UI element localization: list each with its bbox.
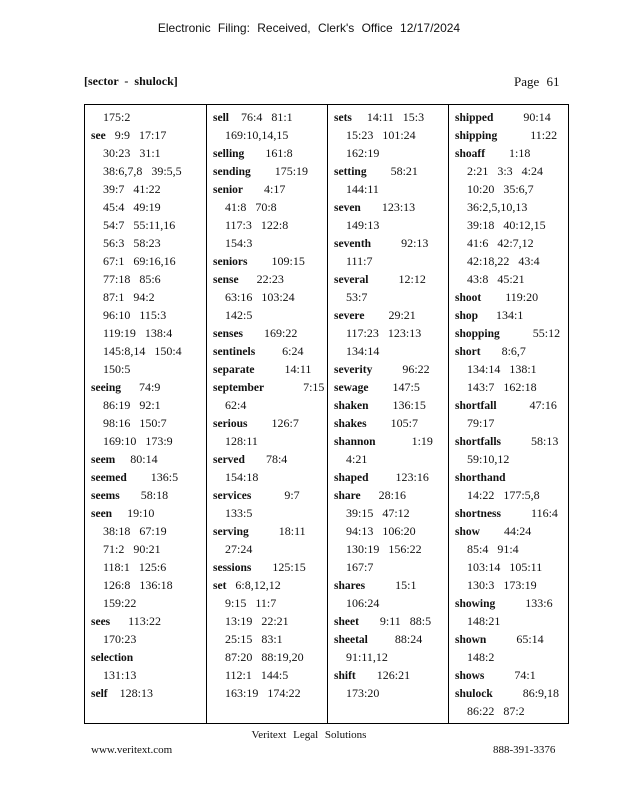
index-term: september xyxy=(213,382,265,394)
index-refs-continued: 148:21 xyxy=(467,614,501,628)
index-refs-continued: 56:3 58:23 xyxy=(103,236,161,250)
index-entry xyxy=(207,108,327,126)
index-refs: 147:5 xyxy=(368,380,420,394)
index-refs-continued: 87:1 94:2 xyxy=(103,290,155,304)
index-refs: 65:14 xyxy=(486,632,544,646)
index-refs: 1:18 xyxy=(485,146,531,160)
index-refs-continued: 94:13 106:20 xyxy=(346,524,416,538)
index-refs-continued: 154:18 xyxy=(225,470,259,484)
index-refs-continued: 148:2 xyxy=(467,650,495,664)
index-term: shift xyxy=(334,670,356,682)
index-term: sheetal xyxy=(334,634,368,646)
index-term: sentinels xyxy=(213,346,256,358)
index-entry xyxy=(328,576,448,594)
index-refs: 136:5 xyxy=(126,470,179,484)
index-refs-continued: 170:23 xyxy=(103,632,137,646)
index-refs-continued: 163:19 174:22 xyxy=(225,686,301,700)
index-refs-continued: 117:3 122:8 xyxy=(225,218,289,232)
index-refs: 119:20 xyxy=(481,290,539,304)
index-refs-continued: 86:22 87:2 xyxy=(467,704,525,718)
index-refs-continued: 67:1 69:16,16 xyxy=(103,254,176,268)
index-refs: 80:14 xyxy=(115,452,158,466)
index-term: separate xyxy=(213,364,255,376)
index-term: seeing xyxy=(91,382,122,394)
index-term: shop xyxy=(455,310,479,322)
index-term: shoaff xyxy=(455,148,486,160)
index-refs-continued: 142:5 xyxy=(225,308,253,322)
filing-stamp: Electronic Filing: Received, Clerk's Office 12/17/2024 xyxy=(157,21,461,35)
index-entry xyxy=(85,486,206,504)
index-refs-continued: 154:3 xyxy=(225,236,253,250)
index-refs: 47:16 xyxy=(496,398,557,412)
index-entry xyxy=(449,684,568,702)
index-refs-continued: 106:24 xyxy=(346,596,380,610)
index-refs: 105:7 xyxy=(366,416,418,430)
index-entry xyxy=(328,612,448,630)
index-column-2 xyxy=(206,105,327,723)
index-term: sheet xyxy=(334,616,359,628)
index-term: see xyxy=(91,130,106,142)
index-entry xyxy=(207,324,327,342)
index-refs: 29:21 xyxy=(364,308,416,322)
index-term: shortfalls xyxy=(455,436,501,448)
index-refs: 134:1 xyxy=(478,308,524,322)
index-refs-continued: 169:10 173:9 xyxy=(103,434,173,448)
index-term: shipping xyxy=(455,130,498,142)
index-entry xyxy=(449,288,568,306)
index-term: shows xyxy=(455,670,485,682)
index-refs-continued: 87:20 88:19,20 xyxy=(225,650,304,664)
index-refs-continued: 149:13 xyxy=(346,218,380,232)
index-refs: 6:24 xyxy=(255,344,304,358)
index-refs-continued: 126:8 136:18 xyxy=(103,578,173,592)
index-refs-continued: 77:18 85:6 xyxy=(103,272,161,286)
index-refs: 125:15 xyxy=(251,560,306,574)
index-entry xyxy=(207,378,327,396)
index-term: sessions xyxy=(213,562,252,574)
index-refs-continued: 133:5 xyxy=(225,506,253,520)
index-term: seventh xyxy=(334,238,372,250)
index-refs-continued: 38:6,7,8 39:5,5 xyxy=(103,164,182,178)
index-entry xyxy=(85,504,206,522)
index-term: senses xyxy=(213,328,244,340)
index-entry xyxy=(449,666,568,684)
index-refs-continued: 130:19 156:22 xyxy=(346,542,422,556)
index-term: serving xyxy=(213,526,249,538)
index-refs: 18:11 xyxy=(248,524,306,538)
index-entry xyxy=(85,648,206,666)
index-refs-continued: 59:10,12 xyxy=(467,452,510,466)
index-term: selling xyxy=(213,148,245,160)
index-refs-continued: 42:18,22 43:4 xyxy=(467,254,540,268)
index-refs: 7:15 xyxy=(264,380,325,394)
index-term: sewage xyxy=(334,382,369,394)
index-refs-continued: 15:23 101:24 xyxy=(346,128,416,142)
index-refs-continued: 134:14 xyxy=(346,344,380,358)
index-entry xyxy=(207,180,327,198)
index-refs: 116:4 xyxy=(501,506,558,520)
index-term: severity xyxy=(334,364,373,376)
index-column-1 xyxy=(85,105,206,723)
index-term: several xyxy=(334,274,369,286)
index-refs-continued: 71:2 90:21 xyxy=(103,542,161,556)
index-refs: 55:12 xyxy=(499,326,561,340)
index-refs-continued: 13:19 22:21 xyxy=(225,614,289,628)
index-term: seemed xyxy=(91,472,127,484)
index-refs-continued: 134:14 138:1 xyxy=(467,362,537,376)
index-entry xyxy=(328,486,448,504)
index-refs: 92:13 xyxy=(371,236,429,250)
index-refs: 44:24 xyxy=(479,524,532,538)
index-refs-continued: 27:24 xyxy=(225,542,253,556)
index-entry xyxy=(85,684,206,702)
index-entry xyxy=(85,450,206,468)
index-term: seniors xyxy=(213,256,248,268)
index-refs-continued: 2:21 3:3 4:24 xyxy=(467,164,544,178)
index-entry xyxy=(449,144,568,162)
index-refs-continued: 39:15 47:12 xyxy=(346,506,410,520)
index-refs: 9:11 88:5 xyxy=(358,614,432,628)
footer-company: Veritext Legal Solutions xyxy=(251,729,367,741)
index-refs: 4:17 xyxy=(243,182,286,196)
index-refs-continued: 25:15 83:1 xyxy=(225,632,283,646)
index-refs: 169:22 xyxy=(243,326,298,340)
index-refs: 58:13 xyxy=(501,434,559,448)
index-refs: 58:18 xyxy=(119,488,169,502)
index-entry xyxy=(207,576,327,594)
index-refs-continued: 144:11 xyxy=(346,182,379,196)
index-refs-continued: 167:7 xyxy=(346,560,374,574)
index-refs-continued: 53:7 xyxy=(346,290,368,304)
index-refs: 19:10 xyxy=(112,506,155,520)
index-refs-continued: 85:4 91:4 xyxy=(467,542,519,556)
index-term: seven xyxy=(334,202,361,214)
index-refs: 58:21 xyxy=(366,164,418,178)
index-entry xyxy=(328,198,448,216)
index-entry xyxy=(328,414,448,432)
index-term: sell xyxy=(213,112,229,124)
index-refs-continued: 96:10 115:3 xyxy=(103,308,167,322)
index-refs: 14:11 15:3 xyxy=(351,110,425,124)
index-refs-continued: 130:3 173:19 xyxy=(467,578,537,592)
footer-phone: 888-391-3376 xyxy=(493,744,556,756)
index-range-label: [sector - shulock] xyxy=(84,74,178,88)
index-entry xyxy=(207,558,327,576)
index-refs: 86:9,18 xyxy=(492,686,560,700)
index-refs-continued: 4:21 xyxy=(346,452,368,466)
index-entry xyxy=(449,468,568,486)
index-entry xyxy=(328,306,448,324)
index-term: severe xyxy=(334,310,365,322)
index-term: sees xyxy=(91,616,111,628)
index-refs: 161:8 xyxy=(244,146,293,160)
index-refs: 123:16 xyxy=(368,470,429,484)
index-term: shannon xyxy=(334,436,376,448)
index-refs-continued: 145:8,14 150:4 xyxy=(103,344,182,358)
index-refs-continued: 143:7 162:18 xyxy=(467,380,537,394)
index-entry xyxy=(449,630,568,648)
index-entry xyxy=(207,270,327,288)
index-refs: 76:4 81:1 xyxy=(228,110,293,124)
index-entry xyxy=(449,432,568,450)
index-refs-continued: 62:4 xyxy=(225,398,247,412)
index-refs-continued: 112:1 144:5 xyxy=(225,668,289,682)
index-term: show xyxy=(455,526,480,538)
index-refs: 126:21 xyxy=(355,668,411,682)
index-term: sending xyxy=(213,166,251,178)
index-term: sets xyxy=(334,112,352,124)
index-refs: 175:19 xyxy=(250,164,309,178)
index-term: shopping xyxy=(455,328,500,340)
index-term: services xyxy=(213,490,252,502)
index-refs-continued: 45:4 49:19 xyxy=(103,200,161,214)
index-column-3 xyxy=(327,105,448,723)
page-number: Page 61 xyxy=(514,74,560,89)
index-refs-continued: 162:19 xyxy=(346,146,380,160)
index-term: selection xyxy=(91,652,134,664)
index-term: seems xyxy=(91,490,120,502)
index-entry xyxy=(85,378,206,396)
index-term: shorthand xyxy=(455,472,506,484)
index-term: shakes xyxy=(334,418,367,430)
index-entry xyxy=(328,378,448,396)
index-refs: 126:7 xyxy=(247,416,299,430)
index-entry xyxy=(328,432,448,450)
index-entry xyxy=(449,126,568,144)
index-refs-continued: 10:20 35:6,7 xyxy=(467,182,534,196)
index-term: short xyxy=(455,346,481,358)
index-term: serious xyxy=(213,418,248,430)
footer-website: www.veritext.com xyxy=(91,744,173,756)
index-refs: 74:9 xyxy=(121,380,161,394)
index-refs-continued: 54:7 55:11,16 xyxy=(103,218,176,232)
index-refs-continued: 14:22 177:5,8 xyxy=(467,488,540,502)
index-entry xyxy=(449,342,568,360)
index-term: shoot xyxy=(455,292,482,304)
index-term: shaken xyxy=(334,400,369,412)
index-refs: 96:22 xyxy=(372,362,430,376)
index-entry xyxy=(207,522,327,540)
index-entry xyxy=(328,270,448,288)
index-refs-continued: 173:20 xyxy=(346,686,380,700)
index-entry xyxy=(449,522,568,540)
index-refs-continued: 43:8 45:21 xyxy=(467,272,525,286)
index-refs-continued: 159:22 xyxy=(103,596,137,610)
index-entry xyxy=(207,342,327,360)
index-entry xyxy=(207,486,327,504)
index-refs: 78:4 xyxy=(244,452,288,466)
index-term: shipped xyxy=(455,112,494,124)
index-term: shaped xyxy=(334,472,369,484)
index-entry xyxy=(207,144,327,162)
index-refs-continued: 98:16 150:7 xyxy=(103,416,167,430)
index-entry xyxy=(328,234,448,252)
index-entry xyxy=(328,360,448,378)
index-refs: 133:6 xyxy=(495,596,553,610)
index-refs: 128:13 xyxy=(107,686,153,700)
index-entry xyxy=(207,360,327,378)
index-term: shortness xyxy=(455,508,502,520)
index-refs-continued: 169:10,14,15 xyxy=(225,128,289,142)
index-column-4 xyxy=(448,105,568,723)
index-refs: 136:15 xyxy=(368,398,426,412)
index-refs-continued: 36:2,5,10,13 xyxy=(467,200,528,214)
index-term: share xyxy=(334,490,361,502)
index-entry xyxy=(449,306,568,324)
index-refs-continued: 86:19 92:1 xyxy=(103,398,161,412)
index-refs-continued: 150:5 xyxy=(103,362,131,376)
index-entry xyxy=(449,396,568,414)
index-term: set xyxy=(213,580,227,592)
index-entry xyxy=(328,666,448,684)
index-refs-continued: 63:16 103:24 xyxy=(225,290,295,304)
index-entry xyxy=(207,252,327,270)
index-entry xyxy=(328,396,448,414)
index-refs: 113:22 xyxy=(110,614,162,628)
index-refs: 90:14 xyxy=(493,110,551,124)
index-refs: 88:24 xyxy=(367,632,423,646)
index-refs-continued: 39:18 40:12,15 xyxy=(467,218,546,232)
index-entry xyxy=(85,468,206,486)
index-refs-continued: 39:7 41:22 xyxy=(103,182,161,196)
index-term: showing xyxy=(455,598,496,610)
index-refs: 14:11 xyxy=(254,362,312,376)
index-entry xyxy=(449,504,568,522)
index-term: seem xyxy=(91,454,116,466)
index-refs-continued: 41:6 42:7,12 xyxy=(467,236,534,250)
index-refs: 11:22 xyxy=(497,128,558,142)
index-refs: 1:19 xyxy=(375,434,433,448)
index-refs: 109:15 xyxy=(247,254,305,268)
index-refs-continued: 131:13 xyxy=(103,668,137,682)
index-refs-continued: 111:7 xyxy=(346,254,373,268)
index-refs: 9:7 xyxy=(251,488,300,502)
index-refs: 28:16 xyxy=(360,488,406,502)
word-index-table xyxy=(84,104,569,724)
index-refs: 8:6,7 xyxy=(480,344,526,358)
index-entry xyxy=(85,126,206,144)
index-refs-continued: 117:23 123:13 xyxy=(346,326,422,340)
index-entry xyxy=(207,450,327,468)
index-refs: 15:1 xyxy=(365,578,417,592)
index-term: senior xyxy=(213,184,244,196)
index-term: seen xyxy=(91,508,113,520)
index-term: self xyxy=(91,688,108,700)
index-entry xyxy=(328,468,448,486)
index-term: served xyxy=(213,454,245,466)
index-refs-continued: 9:15 11:7 xyxy=(225,596,277,610)
index-entry xyxy=(207,414,327,432)
index-refs-continued: 91:11,12 xyxy=(346,650,388,664)
index-refs: 9:9 17:17 xyxy=(105,128,167,142)
index-refs-continued: 118:1 125:6 xyxy=(103,560,167,574)
index-refs-continued: 79:17 xyxy=(467,416,495,430)
index-refs-continued: 175:2 xyxy=(103,110,131,124)
index-refs-continued: 30:23 31:1 xyxy=(103,146,161,160)
index-refs-continued: 128:11 xyxy=(225,434,258,448)
index-refs-continued: 103:14 105:11 xyxy=(467,560,543,574)
index-entry xyxy=(449,324,568,342)
index-entry xyxy=(328,108,448,126)
index-refs: 6:8,12,12 xyxy=(226,578,281,592)
index-entry xyxy=(85,612,206,630)
index-term: setting xyxy=(334,166,367,178)
index-entry xyxy=(328,162,448,180)
index-entry xyxy=(449,594,568,612)
index-refs: 12:12 xyxy=(368,272,426,286)
index-refs: 74:1 xyxy=(484,668,536,682)
index-entry xyxy=(207,162,327,180)
index-term: shown xyxy=(455,634,487,646)
index-refs-continued: 38:18 67:19 xyxy=(103,524,167,538)
index-term: shortfall xyxy=(455,400,497,412)
index-refs-continued: 119:19 138:4 xyxy=(103,326,173,340)
index-entry xyxy=(328,630,448,648)
index-refs: 22:23 xyxy=(238,272,284,286)
index-refs: 123:13 xyxy=(360,200,416,214)
index-term: shares xyxy=(334,580,366,592)
index-refs-continued: 41:8 70:8 xyxy=(225,200,277,214)
index-term: sense xyxy=(213,274,239,286)
index-term: shulock xyxy=(455,688,493,700)
index-entry xyxy=(449,108,568,126)
